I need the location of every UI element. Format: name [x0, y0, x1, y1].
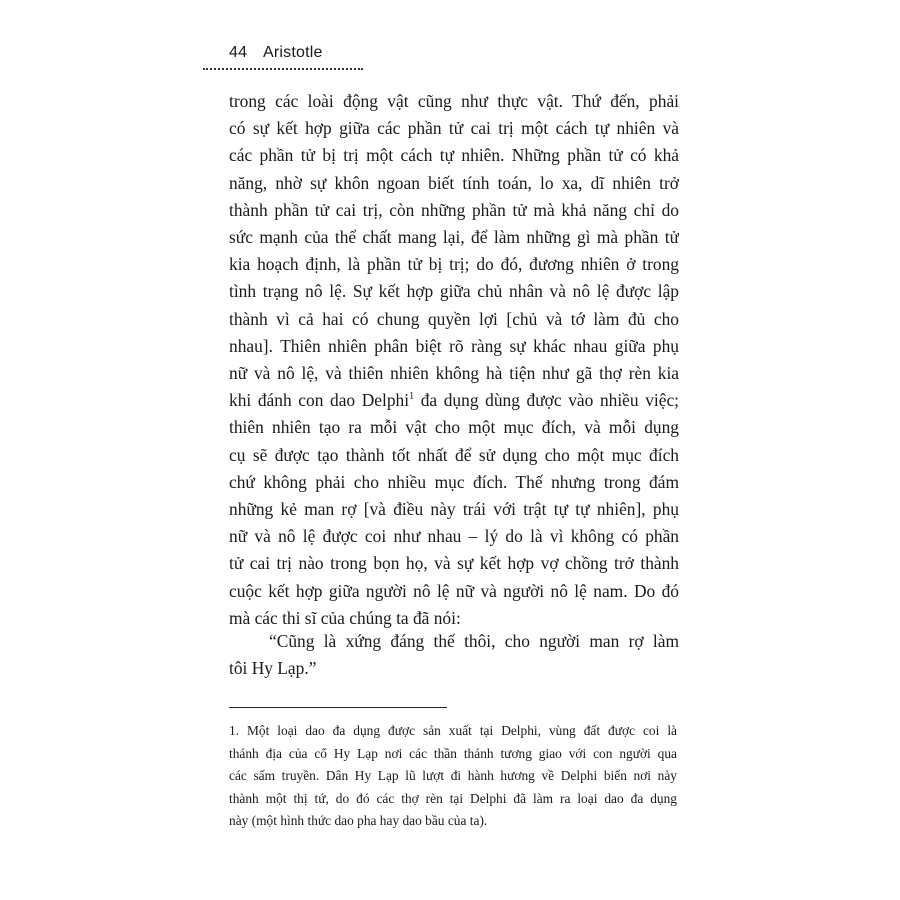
footnote-line: thánh địa của cổ Hy Lạp nơi các thần thánh tương giao với con người qua — [229, 745, 677, 761]
quote-line: tôi Hy Lạp.” — [229, 658, 317, 679]
body-line: các phần tử bị trị một cách tự nhiên. Những phần tử có khả — [229, 145, 679, 166]
body-line-delphi — [229, 387, 679, 414]
body-line: tử cai trị nào trong bọn họ, và sự kết hợp vợ chồng trở thành — [229, 553, 679, 574]
body-line: thành vì cả hai có chung quyền lợi [chủ và tớ làm đủ cho — [229, 308, 679, 329]
header-dotted-rule — [203, 68, 363, 70]
quote-line: “Cũng là xứng đáng thế thôi, cho người man rợ làm — [269, 631, 679, 651]
body-line: có sự kết hợp giữa các phần tử cai trị một cách tự nhiên và — [229, 118, 679, 139]
footnote — [229, 720, 677, 833]
footnote-line: 1. Một loại dao đa dụng được sản xuất tại Delphi, vùng đất được coi là — [229, 723, 677, 738]
body-line: nhau]. Thiên nhiên phân biệt rõ ràng sự khác nhau giữa phụ — [229, 335, 679, 356]
page-header — [229, 44, 323, 62]
body-line: cuộc kết hợp giữa người nô lệ nữ và người nô lệ nam. Do đó — [229, 580, 679, 601]
body-line: kia hoạch định, là phần tử bị trị; do đó, đương nhiên ở trong — [229, 254, 679, 275]
verse-quote — [229, 628, 679, 682]
body-line: chứ không phải cho nhiều mục đích. Thế nhưng trong đám — [229, 471, 679, 492]
delphi-text-after: đa dụng dùng được vào nhiều việc; — [414, 390, 679, 411]
footnote-line: các sấm truyền. Dân Hy Lạp lũ lượt đi hành hương về Delphi biến nơi này — [229, 768, 677, 784]
body-line: mà các thi sĩ của chúng ta đã nói: — [229, 607, 461, 628]
body-text — [229, 88, 679, 632]
body-line: năng, nhờ sự khôn ngoan biết tính toán, lo xa, dĩ nhiên trở — [229, 172, 679, 193]
body-line: cụ sẽ được tạo thành tốt nhất để sử dụng cho một mục đích — [229, 444, 679, 465]
delphi-text-before: khi đánh con dao Delphi — [229, 390, 410, 411]
footnote-line: thành một thị tứ, do đó các thợ rèn tại Delphi đã làm ra loại dao đa dụng — [229, 790, 677, 806]
footnote-rule — [229, 707, 447, 708]
body-line: nữ và nô lệ, và thiên nhiên không hà tiện như gã thợ rèn kia — [229, 363, 679, 384]
body-line: tình trạng nô lệ. Sự kết hợp giữa chủ nhân và nô lệ được lập — [229, 281, 679, 302]
body-line: thiên nhiên tạo ra mỗi vật cho một mục đích, và mỗi dụng — [229, 417, 679, 438]
page-number: 44 — [229, 44, 248, 61]
footnote-marker[interactable]: 1 — [409, 391, 415, 403]
running-title: Aristotle — [262, 44, 323, 61]
footnote-line: này (một hình thức dao pha hay dao bầu của ta). — [229, 813, 488, 829]
body-line: nữ và nô lệ được coi như nhau – lý do là vì không có phần — [229, 526, 679, 547]
body-line: trong các loài động vật cũng như thực vật. Thứ đến, phải — [229, 91, 679, 111]
body-line: những kẻ man rợ [và điều này trái với trật tự tự nhiên], phụ — [229, 499, 679, 520]
body-line: sức mạnh của thể chất mang lại, để làm những gì mà phần tử — [229, 227, 679, 248]
body-line: thành phần tử cai trị, còn những phần tử mà khả năng chỉ do — [229, 199, 679, 220]
